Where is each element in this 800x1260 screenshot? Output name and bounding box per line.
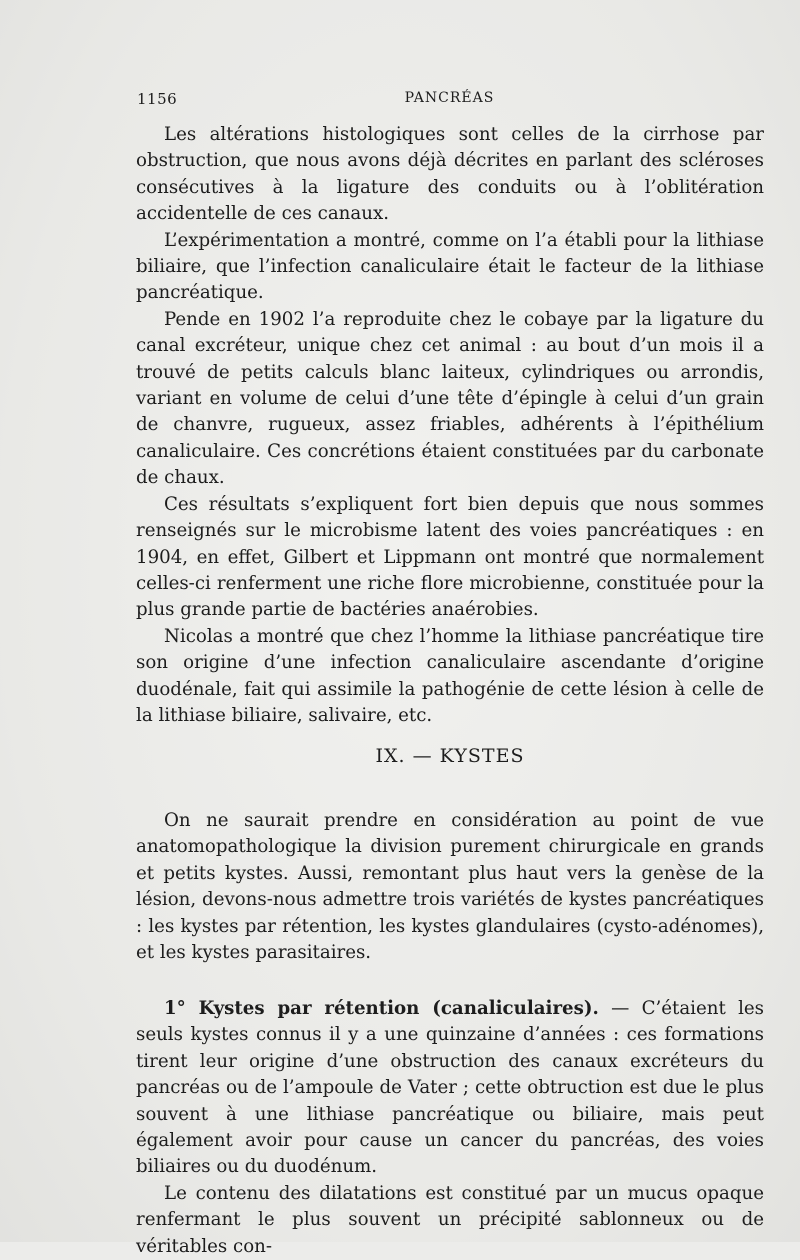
running-title: PANCRÉAS <box>404 90 495 106</box>
paragraph-kystes-intro: On ne saurait prendre en considération au point de vue anatomopathologique la division purement chirurgicale en grands et petits kystes. Aussi, remontant plus haut vers la genèse de la lésion, devons-nous admettre trois variétés de kystes pancréatiques : les kystes par rétention, les kystes glandulaires (cysto-adénomes), et les kystes parasitaires. <box>136 810 764 964</box>
page-number: 1156 <box>137 90 178 108</box>
paragraph-kystes-retention <box>136 996 764 1181</box>
subsection-block <box>136 996 764 1260</box>
paragraph-microbisme: Ces résultats s’expliquent fort bien depuis que nous sommes renseignés sur le microbisme latent des voies pancréatiques : en 1904, en effet, Gilbert et Lippmann ont montré que normalement celles-ci renferment une riche flore microbienne, constituée pour la plus grande partie de bactéries anaérobies. <box>136 493 764 621</box>
section-intro-block <box>136 808 764 966</box>
paragraph-contenu: Le contenu des dilatations est constitué par un mucus opaque renfermant le plus souvent un précipité sablonneux ou de véritables con- <box>136 1182 764 1257</box>
page-header <box>137 90 762 114</box>
paragraph-experimentation: L’expérimentation a montré, comme on l’a établi pour la lithiase biliaire, que l’infection canaliculaire était le facteur de la lithiase pancréatique. <box>136 229 764 304</box>
paragraph-nicolas: Nicolas a montré que chez l’homme la lithiase pancréatique tire son origine d’une infection canaliculaire ascendante d’origine duodénale, fait qui assimile la pathogénie de cette lésion à celle de la lithiase biliaire, salivaire, etc. <box>136 625 764 726</box>
paragraph-pende: Pende en 1902 l’a reproduite chez le cobaye par la ligature du canal excréteur, unique chez cet animal : au bout d’un mois il a trouvé de petits calculs blanc laiteux, cylindriques ou arrondis, variant en volume de celui d’une tête d’épingle à celui d’un grain de chanvre, rugueux, assez friables, adhérents à l’épithélium canaliculaire. Ces concrétions étaient constituées par du carbonate de chaux. <box>136 308 764 489</box>
main-text-block <box>136 122 764 729</box>
section-heading: IX. — KYSTES <box>375 745 525 767</box>
subsection-title: 1° Kystes par rétention (canaliculaires). <box>164 998 599 1019</box>
subsection-text: — C’étaient les seuls kystes connus il y a une quinzaine d’années : ces formations tirent leur origine d’une obstruction des canaux excréteurs du pancréas ou de l’ampoule de Vater ; cette obtruction est due le plus souvent à une lithiase pancréatique ou biliaire, mais peut également avoir pour cause un cancer du pancréas, des voies biliaires ou du duodénum. <box>136 998 764 1178</box>
paragraph-histology: Les altérations histologiques sont celles de la cirrhose par obstruction, que nous avons déjà décrites en parlant des scléroses consécutives à la ligature des conduits ou à l’oblitération accidentelle de ces canaux. <box>136 124 764 225</box>
